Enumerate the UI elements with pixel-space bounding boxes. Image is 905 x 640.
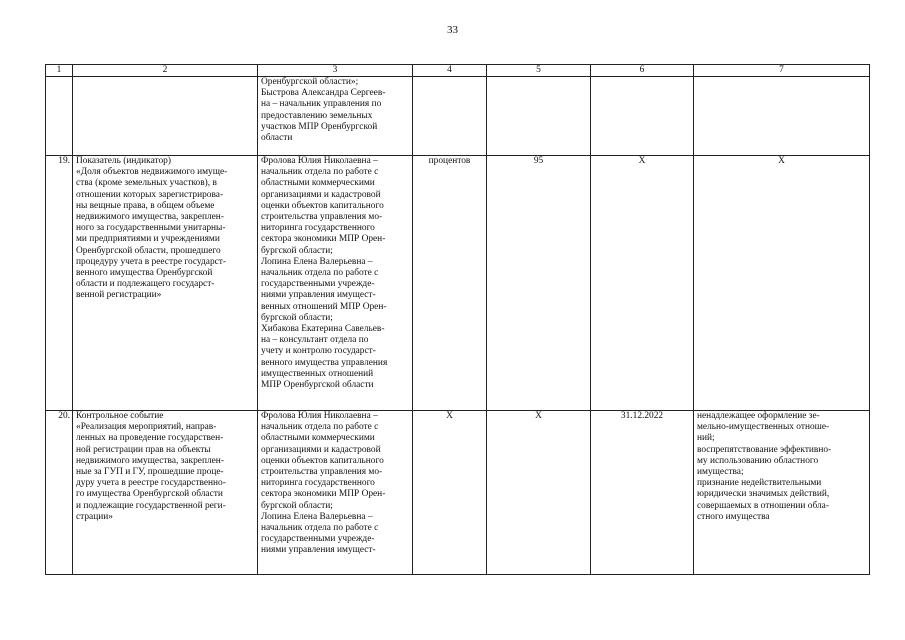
value-cell <box>487 77 591 156</box>
indicator-name <box>73 77 258 156</box>
indicator-name: Контрольное событие «Реализация мероприятий, направ- ленных на проведение государствен- ной регистрации прав на объекты недвижимого имущества, закреплен- ные за ГУП и ГУ, прошедшие проце- дуру учета в реестре государственно- го имущества Оренбургской области и подлежащие государственной реги- страции» <box>73 411 258 575</box>
responsible-persons: Фролова Юлия Николаевна – начальник отдела по работе с областными коммерческими организациями и кадастровой оценки объектов капитального строительства управления мо- ниторинга государственного сектора экономики МПР Орен- бургской области; Лопина Елена Валерьевна – начальник отдела по работе с государственными учрежде- ниями управления имущест- <box>258 411 413 575</box>
column-number: 4 <box>413 65 487 77</box>
column-number-row <box>46 65 870 77</box>
page-number: 33 <box>447 24 458 36</box>
column-number: 2 <box>73 65 258 77</box>
plan-table <box>45 64 870 575</box>
row-number <box>46 77 73 156</box>
value-cell: X <box>487 411 591 575</box>
responsible-persons: Фролова Юлия Николаевна – начальник отдела по работе с областными коммерческими организациями и кадастровой оценки объектов капитального строительства управления мо- ниторинга государственного сектора экономики МПР Орен- бургской области; Лопина Елена Валерьевна – начальник отдела по работе с государственными учрежде- ниями управления имущест- венных отношений МПР Орен- бургской области; Хибакова Екатерина Савельев- на – консультант отдела по учету и контролю государст- венного имущества управления имущественных отношений МПР Оренбургской области <box>258 156 413 411</box>
value-cell: 95 <box>487 156 591 411</box>
row-number: 19. <box>46 156 73 411</box>
unit-cell: X <box>413 411 487 575</box>
column-number: 7 <box>694 65 870 77</box>
column-number: 3 <box>258 65 413 77</box>
risks-cell <box>694 77 870 156</box>
unit-cell: процентов <box>413 156 487 411</box>
risks-cell: ненадлежащее оформление зе- мельно-имущественных отноше- ний; воспрепятствование эффективно- му использованию областного имущества; признание недействительными юридически значимых действий, совершаемых в отношении обла- стного имущества <box>694 411 870 575</box>
column-number: 5 <box>487 65 591 77</box>
indicator-name: Показатель (индикатор) «Доля объектов недвижимого имуще- ства (кроме земельных участков), в отношении которых зарегистрирова- ны вещные права, в общем объеме недвижимого имущества, закреплен- ного за государственными унитарны- ми предприятиями и учреждениями Оренбургской области, прошедшего процедуру учета в реестре государст- венного имущества Оренбургской области и подлежащего государст- венной регистрации» <box>73 156 258 411</box>
unit-cell <box>413 77 487 156</box>
table-row <box>46 411 870 575</box>
responsible-persons: Оренбургской области»; Быстрова Александра Сергеев- на – начальник управления по предоставлению земельных участков МПР Оренбургской области <box>258 77 413 156</box>
column-number: 6 <box>591 65 694 77</box>
table-row <box>46 77 870 156</box>
date-cell: 31.12.2022 <box>591 411 694 575</box>
risks-cell: X <box>694 156 870 411</box>
row-number: 20. <box>46 411 73 575</box>
column-number: 1 <box>46 65 73 77</box>
date-cell: X <box>591 156 694 411</box>
table-row <box>46 156 870 411</box>
date-cell <box>591 77 694 156</box>
